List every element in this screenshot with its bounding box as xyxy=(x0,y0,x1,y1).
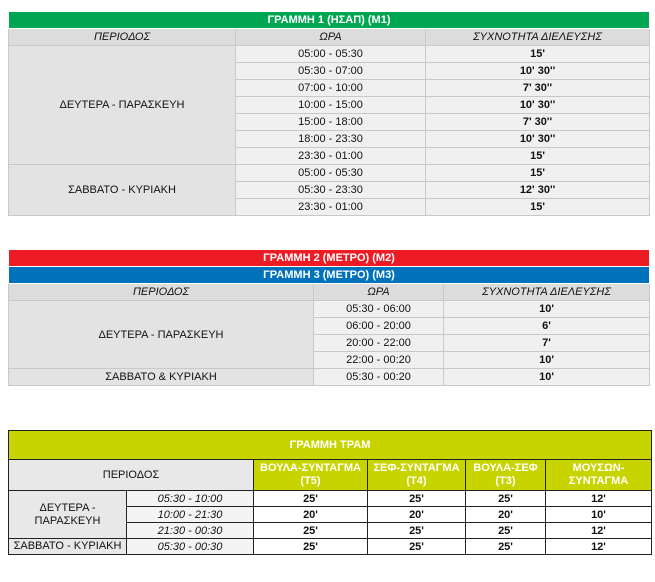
line23-time-cell: 06:00 - 20:00 xyxy=(314,318,444,335)
tram-weekend-period: ΣΑΒΒΑΤΟ - ΚΥΡΙΑΚΗ xyxy=(9,539,127,555)
line1-header-period: ΠΕΡΙΟΔΟΣ xyxy=(9,29,236,46)
line23-freq-cell: 10' xyxy=(444,301,650,318)
line2-title: ΓΡΑΜΜΗ 2 (ΜΕΤΡΟ) (Μ2) xyxy=(9,250,650,267)
line23-freq-cell: 6' xyxy=(444,318,650,335)
line23-freq-cell: 10' xyxy=(444,369,650,386)
line1-weekday-period: ΔΕΥΤΕΡΑ - ΠΑΡΑΣΚΕΥΗ xyxy=(9,46,236,165)
line1-freq-cell: 7' 30'' xyxy=(426,114,650,131)
tram-freq-cell: 12' xyxy=(546,523,652,539)
tram-time-cell: 05:30 - 10:00 xyxy=(127,491,254,507)
tram-time-cell: 05:30 - 00:30 xyxy=(127,539,254,555)
line23-weekend-period: ΣΑΒΒΑΤΟ & ΚΥΡΙΑΚΗ xyxy=(9,369,314,386)
tram-title: ΓΡΑΜΜΗ ΤΡΑΜ xyxy=(9,431,652,460)
line1-freq-cell: 15' xyxy=(426,199,650,216)
tram-freq-cell: 25' xyxy=(368,523,466,539)
tram-header-route-mouson: ΜΟΥΣΩΝ-ΣΥΝΤΑΓΜΑ xyxy=(546,460,652,491)
line1-schedule-table xyxy=(8,11,650,216)
line1-time-cell: 23:30 - 01:00 xyxy=(236,199,426,216)
line1-freq-cell: 10' 30'' xyxy=(426,63,650,80)
line23-time-cell: 22:00 - 00:20 xyxy=(314,352,444,369)
line23-time-cell: 20:00 - 22:00 xyxy=(314,335,444,352)
tram-header-route-t4: ΣΕΦ-ΣΥΝΤΑΓΜΑ (Τ4) xyxy=(368,460,466,491)
line23-freq-cell: 7' xyxy=(444,335,650,352)
line1-freq-cell: 10' 30'' xyxy=(426,97,650,114)
line23-weekday-period: ΔΕΥΤΕΡΑ - ΠΑΡΑΣΚΕΥΗ xyxy=(9,301,314,369)
tram-freq-cell: 25' xyxy=(466,523,546,539)
line23-time-cell: 05:30 - 00:20 xyxy=(314,369,444,386)
line1-time-cell: 05:00 - 05:30 xyxy=(236,46,426,63)
tram-freq-cell: 10' xyxy=(546,507,652,523)
tram-header-route-t5: ΒΟΥΛΑ-ΣΥΝΤΑΓΜΑ (Τ5) xyxy=(254,460,368,491)
tram-freq-cell: 12' xyxy=(546,491,652,507)
tram-header-period: ΠΕΡΙΟΔΟΣ xyxy=(9,460,254,491)
tram-freq-cell: 20' xyxy=(368,507,466,523)
line1-time-cell: 10:00 - 15:00 xyxy=(236,97,426,114)
line1-time-cell: 23:30 - 01:00 xyxy=(236,148,426,165)
line23-time-cell: 05:30 - 06:00 xyxy=(314,301,444,318)
tram-freq-cell: 20' xyxy=(466,507,546,523)
line1-freq-cell: 15' xyxy=(426,165,650,182)
line23-header-period: ΠΕΡΙΟΔΟΣ xyxy=(9,284,314,301)
line1-time-cell: 05:00 - 05:30 xyxy=(236,165,426,182)
line3-title: ΓΡΑΜΜΗ 3 (ΜΕΤΡΟ) (Μ3) xyxy=(9,267,650,284)
line1-freq-cell: 10' 30'' xyxy=(426,131,650,148)
tram-freq-cell: 20' xyxy=(254,507,368,523)
line1-header-time: ΩΡΑ xyxy=(236,29,426,46)
line23-header-frequency: ΣΥΧΝΟΤΗΤΑ ΔΙΕΛΕΥΣΗΣ xyxy=(444,284,650,301)
line1-freq-cell: 7' 30'' xyxy=(426,80,650,97)
line2-3-schedule-table xyxy=(8,249,650,386)
tram-freq-cell: 25' xyxy=(254,539,368,555)
tram-header-route-t3: ΒΟΥΛΑ-ΣΕΦ (Τ3) xyxy=(466,460,546,491)
line23-freq-cell: 10' xyxy=(444,352,650,369)
line1-time-cell: 15:00 - 18:00 xyxy=(236,114,426,131)
tram-schedule-table xyxy=(8,430,652,555)
tram-freq-cell: 25' xyxy=(254,523,368,539)
line1-header-frequency: ΣΥΧΝΟΤΗΤΑ ΔΙΕΛΕΥΣΗΣ xyxy=(426,29,650,46)
line1-freq-cell: 12' 30'' xyxy=(426,182,650,199)
line1-weekend-period: ΣΑΒΒΑΤΟ - ΚΥΡΙΑΚΗ xyxy=(9,165,236,216)
line1-time-cell: 05:30 - 07:00 xyxy=(236,63,426,80)
line1-freq-cell: 15' xyxy=(426,148,650,165)
tram-freq-cell: 25' xyxy=(368,491,466,507)
tram-weekday-period: ΔΕΥΤΕΡΑ - ΠΑΡΑΣΚΕΥΗ xyxy=(9,491,127,539)
tram-freq-cell: 12' xyxy=(546,539,652,555)
line23-header-time: ΩΡΑ xyxy=(314,284,444,301)
tram-freq-cell: 25' xyxy=(368,539,466,555)
line1-time-cell: 07:00 - 10:00 xyxy=(236,80,426,97)
tram-freq-cell: 25' xyxy=(466,491,546,507)
line1-time-cell: 05:30 - 23:30 xyxy=(236,182,426,199)
tram-freq-cell: 25' xyxy=(466,539,546,555)
line1-title: ΓΡΑΜΜΗ 1 (ΗΣΑΠ) (Μ1) xyxy=(9,12,650,29)
tram-freq-cell: 25' xyxy=(254,491,368,507)
tram-time-cell: 10:00 - 21:30 xyxy=(127,507,254,523)
line1-freq-cell: 15' xyxy=(426,46,650,63)
tram-time-cell: 21:30 - 00:30 xyxy=(127,523,254,539)
line1-time-cell: 18:00 - 23:30 xyxy=(236,131,426,148)
